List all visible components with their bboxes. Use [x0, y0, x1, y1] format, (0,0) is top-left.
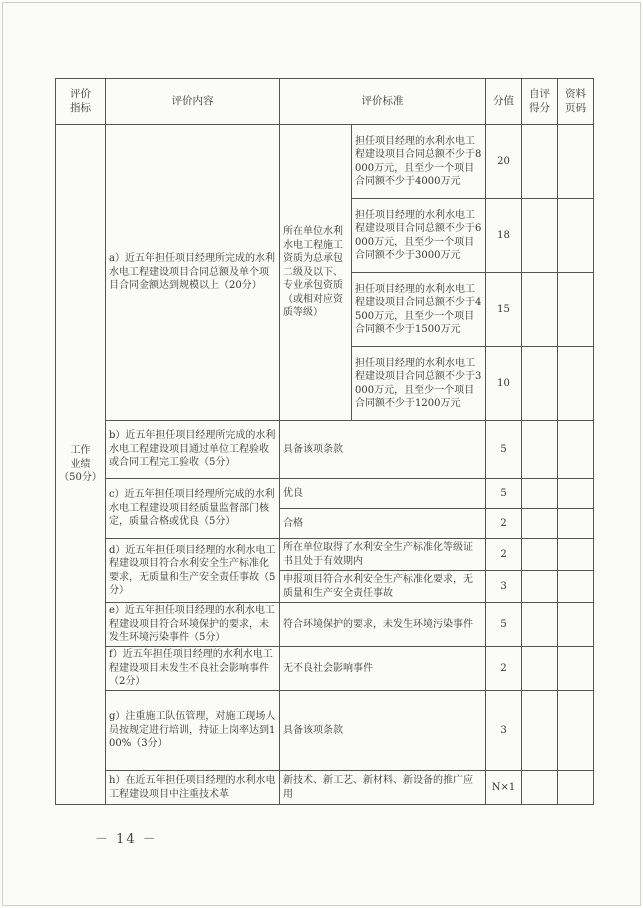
self-score-cell[interactable] [522, 509, 558, 539]
self-score-cell[interactable] [522, 539, 558, 571]
standard-d1: 所在单位取得了水利安全生产标准化等级证书且处于有效期内 [280, 539, 486, 571]
standard-a1: 担任项目经理的水利水电工程建设项目合同总额不少于8000万元，且至少一个项目合同额不少于4000万元 [352, 125, 486, 199]
self-score-cell[interactable] [522, 421, 558, 479]
standard-a2: 担任项目经理的水利水电工程建设项目合同总额不少于6000万元，且至少一个项目合同额不少于3000万元 [352, 199, 486, 273]
standard-d2: 申报项目符合水利安全生产标准化要求，无质量和生产安全责任事故 [280, 571, 486, 603]
page-ref-cell[interactable] [558, 691, 594, 771]
evaluation-table [55, 78, 594, 805]
table-row [56, 421, 594, 479]
score-a3: 15 [486, 273, 522, 347]
score-d2: 3 [486, 571, 522, 603]
content-d: d）近五年担任项目经理的水利水电工程建设项目符合水利安全生产标准化要求，无质量和生产安全责任事故（5分） [106, 539, 280, 603]
header-row [56, 79, 594, 125]
score-c2: 2 [486, 509, 522, 539]
self-score-cell[interactable] [522, 199, 558, 273]
standard-b: 具备该项条款 [280, 421, 486, 479]
header-self-score: 自评 得分 [522, 79, 558, 125]
table-row [56, 691, 594, 771]
table-row [56, 539, 594, 571]
table-row [56, 603, 594, 647]
content-b: b）近五年担任项目经理所完成的水利水电工程建设项目通过单位工程验收或合同工程完工验收（5分） [106, 421, 280, 479]
table-row [56, 125, 594, 199]
page-ref-cell[interactable] [558, 347, 594, 421]
content-g: g）注重施工队伍管理，对施工现场人员按规定进行培训，持证上岗率达到100%（3分） [106, 691, 280, 771]
page-ref-cell[interactable] [558, 479, 594, 509]
header-page-ref: 资料 页码 [558, 79, 594, 125]
page-ref-cell[interactable] [558, 125, 594, 199]
standard-c2: 合格 [280, 509, 486, 539]
page-ref-cell[interactable] [558, 273, 594, 347]
score-e: 5 [486, 603, 522, 647]
standard-g: 具备该项条款 [280, 691, 486, 771]
score-g: 3 [486, 691, 522, 771]
self-score-cell[interactable] [522, 603, 558, 647]
table-row [56, 479, 594, 509]
standard-c1: 优良 [280, 479, 486, 509]
self-score-cell[interactable] [522, 571, 558, 603]
table-row [56, 647, 594, 691]
page-ref-cell[interactable] [558, 539, 594, 571]
content-a: a）近五年担任项目经理所完成的水利水电工程建设项目合同总额及单个项目合同金额达到规模以上（20分） [106, 125, 280, 421]
score-d1: 2 [486, 539, 522, 571]
header-content: 评价内容 [106, 79, 280, 125]
page-ref-cell[interactable] [558, 647, 594, 691]
self-score-cell[interactable] [522, 771, 558, 805]
header-standard: 评价标准 [280, 79, 486, 125]
score-f: 2 [486, 647, 522, 691]
self-score-cell[interactable] [522, 647, 558, 691]
page-ref-cell[interactable] [558, 571, 594, 603]
page-ref-cell[interactable] [558, 603, 594, 647]
score-a4: 10 [486, 347, 522, 421]
score-a2: 18 [486, 199, 522, 273]
standard-e: 符合环境保护的要求，未发生环境污染事件 [280, 603, 486, 647]
page-ref-cell[interactable] [558, 509, 594, 539]
standard-a4: 担任项目经理的水利水电工程建设项目合同总额不少于3000万元，且至少一个项目合同额不少于1200万元 [352, 347, 486, 421]
header-score: 分值 [486, 79, 522, 125]
self-score-cell[interactable] [522, 125, 558, 199]
score-b: 5 [486, 421, 522, 479]
score-c1: 5 [486, 479, 522, 509]
content-e: e）近五年担任项目经理的水利水电工程建设项目符合环境保护的要求，未发生环境污染事件（5分） [106, 603, 280, 647]
self-score-cell[interactable] [522, 479, 558, 509]
qualification-a: 所在单位水利水电工程施工资质为总承包二级及以下、专业承包资质（或相对应资质等级） [280, 125, 352, 421]
header-indicator: 评价 指标 [56, 79, 106, 125]
standard-f: 无不良社会影响事件 [280, 647, 486, 691]
table-row [56, 771, 594, 805]
content-f: f）近五年担任项目经理的水利水电工程建设项目未发生不良社会影响事件（2分） [106, 647, 280, 691]
page-ref-cell[interactable] [558, 421, 594, 479]
standard-a3: 担任项目经理的水利水电工程建设项目合同总额不少于4500万元，且至少一个项目合同额不少于1500万元 [352, 273, 486, 347]
content-h: h）在近五年担任项目经理的水利水电工程建设项目中注重技术革 [106, 771, 280, 805]
score-h: N×1 [486, 771, 522, 805]
self-score-cell[interactable] [522, 691, 558, 771]
standard-h: 新技术、新工艺、新材料、新设备的推广应用 [280, 771, 486, 805]
content-c: c）近五年担任项目经理所完成的水利水电工程建设项目经质量监督部门核定，质量合格或优良（5分） [106, 479, 280, 539]
self-score-cell[interactable] [522, 347, 558, 421]
indicator-cell: 工作 业绩 （50分） [56, 125, 106, 805]
score-a1: 20 [486, 125, 522, 199]
page-ref-cell[interactable] [558, 771, 594, 805]
self-score-cell[interactable] [522, 273, 558, 347]
page-ref-cell[interactable] [558, 199, 594, 273]
page-number: － 14 － [95, 832, 158, 847]
